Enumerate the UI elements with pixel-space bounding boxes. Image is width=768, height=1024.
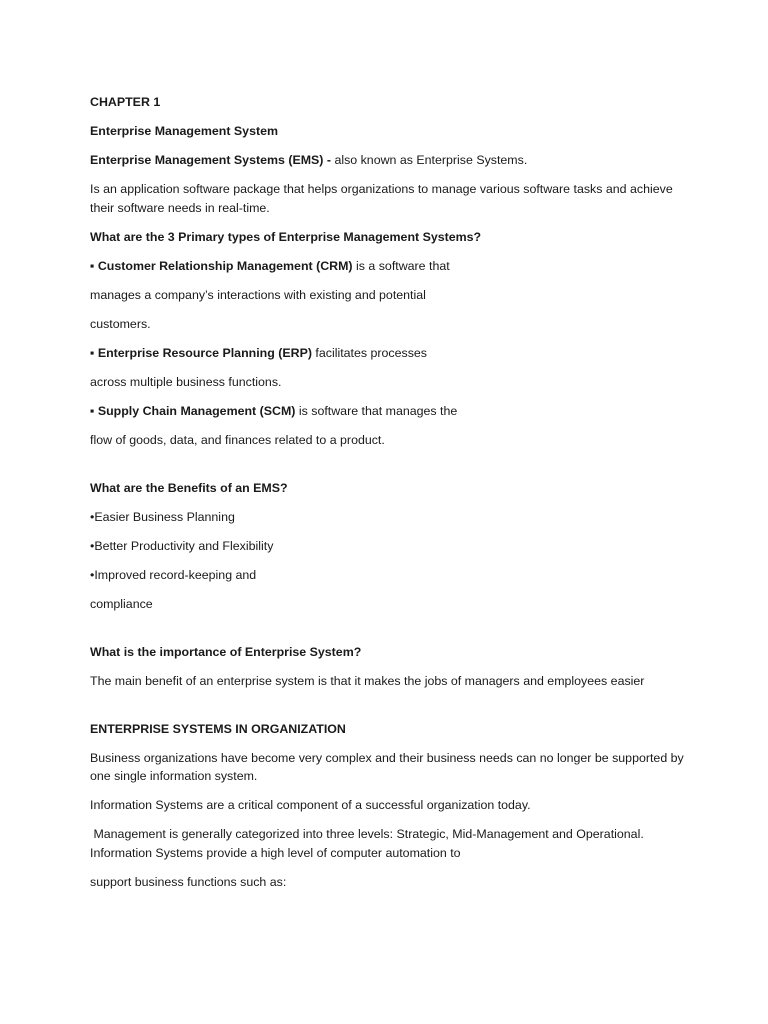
type-scm-line-1 (90, 402, 690, 421)
benefits-question: What are the Benefits of an EMS? (90, 480, 288, 495)
importance-question: What is the importance of Enterprise System? (90, 644, 362, 659)
type-erp-desc: facilitates processes (311, 345, 427, 360)
spacer (90, 460, 690, 479)
org-heading: ENTERPRISE SYSTEMS IN ORGANIZATION (90, 721, 346, 736)
org-paragraph: Management is generally categorized into three levels: Strategic, Mid-Management and Operational. Information Systems provide a high level of computer automation to (90, 827, 648, 860)
benefit-item: •Improved record-keeping and (90, 567, 257, 582)
importance-answer: The main benefit of an enterprise system is that it makes the jobs of managers and employees easier (90, 673, 645, 688)
type-crm-line-1 (90, 257, 690, 276)
types-question: What are the 3 Primary types of Enterprise Management Systems? (90, 229, 482, 244)
ems-definition (90, 151, 690, 170)
section-title: Enterprise Management System (90, 124, 278, 138)
type-scm-line-2: flow of goods, data, and finances related to a product. (90, 432, 385, 447)
type-crm-line-3: customers. (90, 316, 151, 331)
spacer (90, 701, 690, 720)
type-scm-name: ▪ Supply Chain Management (SCM) (90, 403, 296, 418)
type-crm-line-2: manages a company’s interactions with existing and potential (90, 287, 426, 302)
benefit-item: •Better Productivity and Flexibility (90, 538, 274, 553)
type-erp-line-2: across multiple business functions. (90, 374, 282, 389)
benefit-item: compliance (90, 596, 153, 611)
type-erp-name: ▪ Enterprise Resource Planning (ERP) (90, 345, 312, 360)
type-erp-line-1 (90, 344, 690, 363)
document-body (90, 93, 690, 902)
type-crm-name: ▪ Customer Relationship Management (CRM) (90, 258, 353, 273)
ems-description: Is an application software package that helps organizations to manage various software tasks and achieve their software needs in real-time. (90, 182, 677, 215)
org-paragraph: Information Systems are a critical component of a successful organization today. (90, 798, 531, 812)
chapter-label: CHAPTER 1 (90, 95, 161, 109)
org-paragraph: Business organizations have become very complex and their business needs can no longer be supported by one single information system. (90, 750, 688, 783)
type-crm-desc: is a software that (352, 258, 450, 273)
spacer (90, 624, 690, 643)
ems-definition-rest: also known as Enterprise Systems. (331, 153, 528, 167)
org-paragraph: support business functions such as: (90, 874, 287, 889)
ems-term: Enterprise Management Systems (EMS) - (90, 153, 331, 167)
type-scm-desc: is software that manages the (295, 403, 458, 418)
benefit-item: •Easier Business Planning (90, 509, 235, 524)
